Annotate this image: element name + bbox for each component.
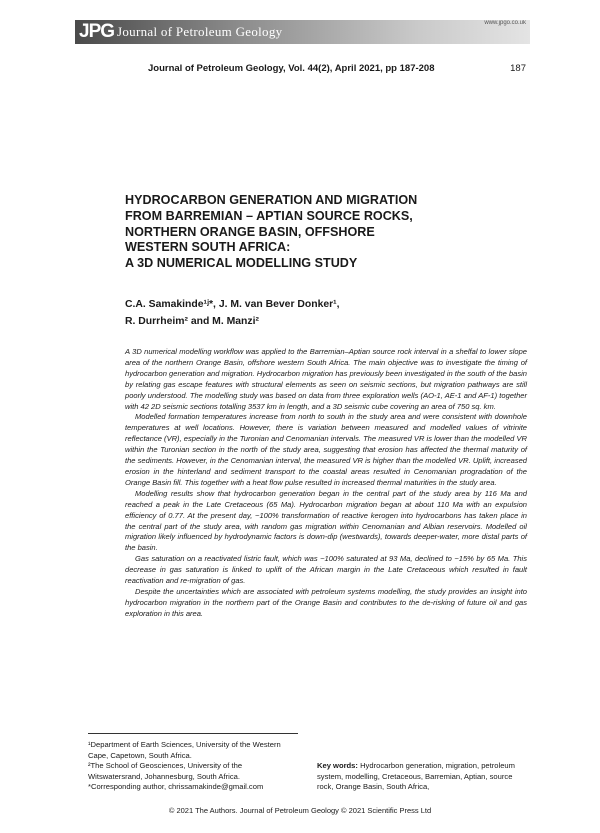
title-line: NORTHERN ORANGE BASIN, OFFSHORE	[125, 224, 375, 239]
keywords	[317, 761, 529, 793]
affiliations	[88, 740, 298, 793]
affiliation-item: ²The School of Geosciences, University of the Witswatersrand, Johannesburg, South Africa.	[88, 761, 243, 781]
journal-url[interactable]: www.jpgo.co.uk	[484, 20, 526, 26]
title-line: A 3D NUMERICAL MODELLING STUDY	[125, 256, 358, 271]
abstract-paragraph: A 3D numerical modelling workflow was applied to the Barremian–Aptian source rock interval in a shelfal to lower slope area of the northern Orange Basin, offshore western South Africa. The main objective was to investigate the timing of hydrocarbon generation and migration. Hydrocarbon migration has previously been investigated in the south of the basin by relating gas escape features with structural elements as seen on seismic sections, but migration pathways are still poorly understood. The modelling study was based on data from three exploration wells (AO-1, AE-1 and AF-1) together with 42 2D seismic sections totalling 3537 km in length, and a 3D seismic cube covering an area of 750 sq. km.	[125, 347, 527, 411]
abstract	[125, 347, 527, 620]
keywords-label: Key words:	[317, 761, 358, 770]
journal-citation: Journal of Petroleum Geology, Vol. 44(2), April 2021, pp 187-208	[148, 63, 435, 74]
corresponding-author: *Corresponding author, chrissamakinde@gmail.com	[88, 782, 264, 791]
author-list	[125, 296, 525, 330]
footnote-divider	[88, 733, 298, 734]
affiliation-item: ¹Department of Earth Sciences, University of the Western Cape, Capetown, South Africa.	[88, 740, 281, 760]
journal-name: Journal of Petroleum Geology	[117, 24, 283, 39]
keywords-text: Hydrocarbon generation, migration, petroleum system, modelling, Cretaceous, Barremian, Aptian, source rock, Orange Basin, South Africa,	[317, 761, 515, 791]
abstract-paragraph: Gas saturation on a reactivated listric fault, which was ~100% saturated at 93 Ma, declined to ~15% by 65 Ma. This decrease in gas saturation is linked to uplift of the African margin in the Late Cretaceous which resulted in fault reactivation and re-migration of gas.	[125, 554, 527, 586]
journal-banner	[75, 20, 530, 44]
abstract-paragraph: Modelling results show that hydrocarbon generation began in the central part of the study area by 116 Ma and reached a peak in the Late Cretaceous (65 Ma). Hydrocarbon migration began at about 110 Ma with an expulsion efficiency of 0.77. At the present day, ~100% transformation of reactive kerogen into hydrocarbons has taken place in the central part of the study area, with random gas migration within Cenomanian and Albian reservoirs. Modelled oil migration likely influenced by hydrodynamic factors is down-dip (westwards), towards deeper-water, more distal parts of the basin.	[125, 488, 527, 553]
journal-logo: JPG	[79, 21, 115, 42]
title-line: WESTERN SOUTH AFRICA:	[125, 240, 291, 255]
article-title	[125, 193, 525, 272]
author-line: R. Durrheim² and M. Manzi²	[125, 316, 259, 327]
abstract-paragraph: Despite the uncertainties which are associated with petroleum systems modelling, the study provides an insight into hydrocarbon migration in the northern part of the Orange Basin and contributes to the de-risking of future oil and gas exploration in this area.	[125, 586, 527, 618]
copyright-notice: © 2021 The Authors. Journal of Petroleum Geology © 2021 Scientific Press Ltd	[168, 806, 432, 815]
title-line: FROM BARREMIAN – APTIAN SOURCE ROCKS,	[125, 208, 413, 223]
title-line: HYDROCARBON GENERATION AND MIGRATION	[125, 193, 418, 207]
abstract-paragraph: Modelled formation temperatures increase from north to south in the study area and were consistent with downhole temperatures at well locations. However, there is variation between measured and modelled values of vitrinite reflectance (VR), especially in the Turonian and Cenomanian intervals. The measured VR is lower than the modelled VR within the Turonian section in the north of the study area, suggesting that erosion has affected the thermal maturity of the sediments. However, in the Cenomanian interval, the measured VR is higher than the modelled VR. Uplift, increased erosion in the hinterland and sediment transport to the coastal areas resulted in Cenomanian progradation of the Orange Basin fill. This together with a heat flow pulse resulted in increased thermal maturities in the study area.	[125, 412, 527, 487]
page-number: 187	[510, 63, 526, 74]
author-line: C.A. Samakinde¹ʲ*, J. M. van Bever Donker¹,	[125, 299, 340, 310]
